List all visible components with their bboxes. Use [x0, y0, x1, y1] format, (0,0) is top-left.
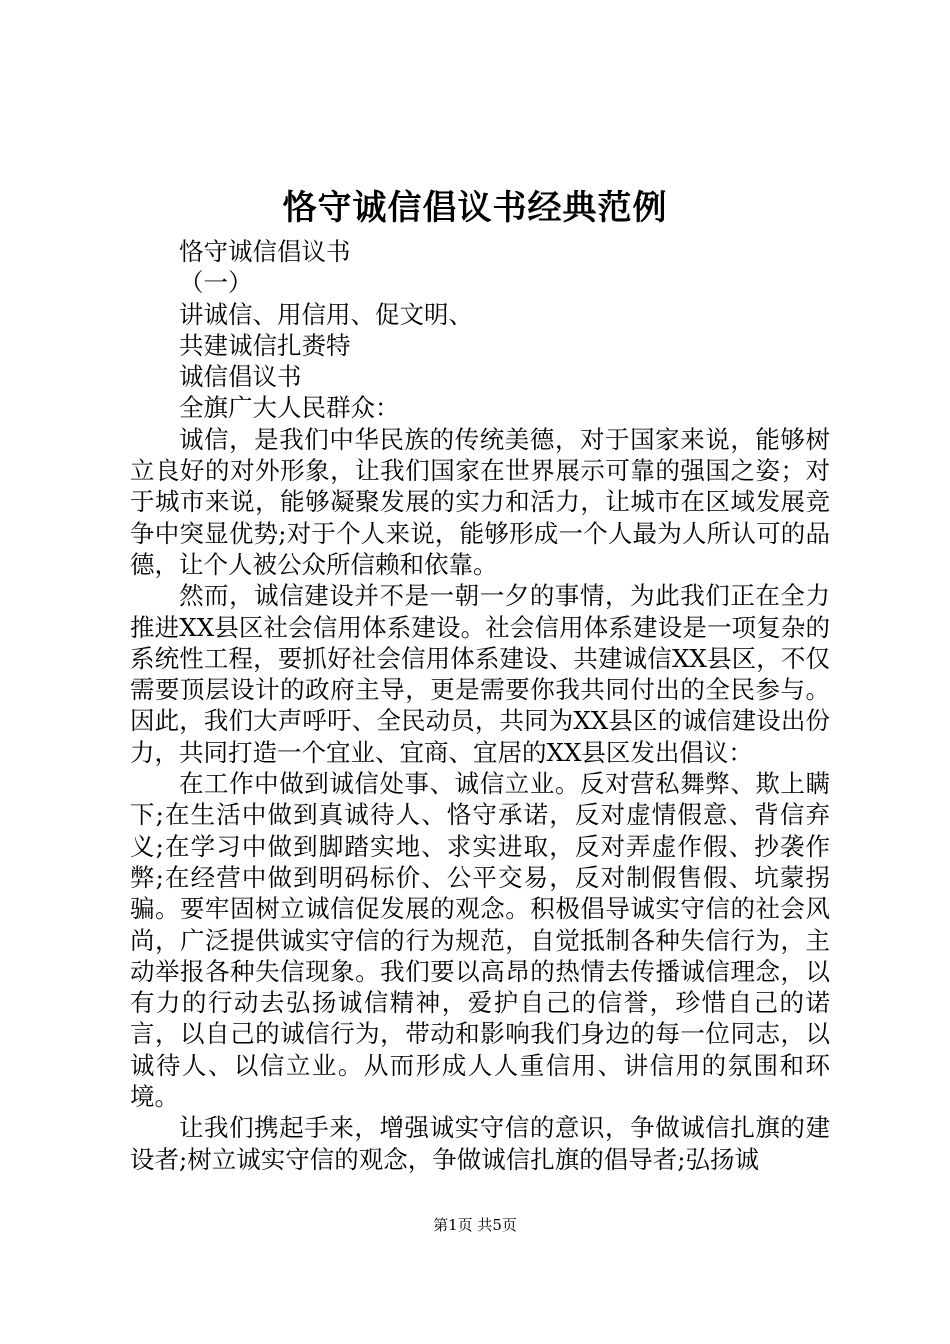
heading-line-subtitle: 诚信倡议书	[179, 362, 302, 392]
page-footer: 第1页 共5页	[433, 1216, 517, 1234]
document-title: 恪守诚信倡议书经典范例	[282, 188, 668, 228]
paragraph-1: 诚信，是我们中华民族的传统美德，对于国家来说，能够树立良好的对外形象，让我们国家在世界展示可靠的强国之姿；对于城市来说，能够凝聚发展的实力和活力，让城市在区域发展竞争中突显优势;对于个人来说，能够形成一个人最为人所认可的品德，让个人被公众所信赖和依靠。	[130, 424, 830, 579]
paragraph-3: 在工作中做到诚信处事、诚信立业。反对营私舞弊、欺上瞒下;在生活中做到真诚待人、恪守承诺，反对虚情假意、背信弃义;在学习中做到脚踏实地、求实进取，反对弄虚作假、抄袭作弊;在经营中做到明码标价、公平交易，反对制假售假、坑蒙拐骗。要牢固树立诚信促发展的观念。积极倡导诚实守信的社会风尚，广泛提供诚实守信的行为规范，自觉抵制各种失信行为，主动举报各种失信现象。我们要以高昂的热情去传播诚信理念，以有力的行动去弘扬诚信精神，爱护自己的信誉，珍惜自己的诺言，以自己的诚信行为，带动和影响我们身边的每一位同志，以诚待人、以信立业。从而形成人人重信用、讲信用的氛围和环境。	[130, 769, 830, 1112]
paragraph-2: 然而，诚信建设并不是一朝一夕的事情，为此我们正在全力推进XX县区社会信用体系建设。社会信用体系建设是一项复杂的系统性工程，要抓好社会信用体系建设、共建诚信XX县区，不仅需要顶层设计的政府主导，更是需要你我共同付出的全民参与。因此，我们大声呼吁、全民动员，共同为XX县区的诚信建设出份力，共同打造一个宜业、宜商、宜居的XX县区发出倡议：	[130, 581, 830, 767]
heading-line-slogan-2: 共建诚信扎赉特	[179, 330, 351, 360]
heading-line-slogan: 讲诚信、用信用、促文明、	[179, 299, 473, 329]
heading-line-number: （一）	[179, 268, 253, 298]
salutation: 全旗广大人民群众：	[179, 393, 400, 423]
document-body	[130, 236, 830, 1175]
heading-line-title: 恪守诚信倡议书	[179, 237, 351, 266]
paragraph-4: 让我们携起手来，增强诚实守信的意识，争做诚信扎旗的建设者;树立诚实守信的观念，争做诚信扎旗的倡导者;弘扬诚	[130, 1113, 830, 1174]
